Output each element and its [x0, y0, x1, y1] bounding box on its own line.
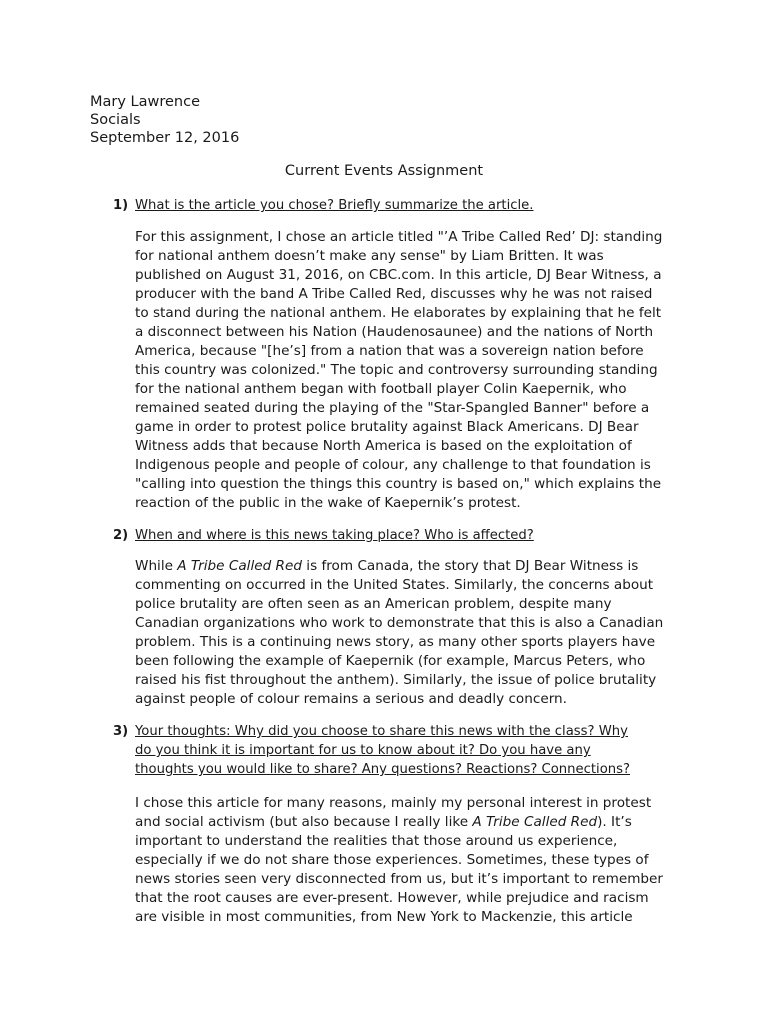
question-text: What is the article you chose? Briefly summarize the article. [135, 198, 534, 213]
answer-1 [135, 228, 662, 513]
answer-line: especially if we do not share those experiences. Sometimes, these types of [135, 852, 649, 868]
question-text: When and where is this news taking place? Who is affected? [135, 528, 534, 543]
question-2 [113, 526, 534, 545]
course-name: Socials [90, 112, 141, 128]
question-number: 1) [113, 198, 129, 213]
question-text: do you think it is important for us to know about it? Do you have any [135, 743, 591, 758]
answer-line: While A Tribe Called Red is from Canada, the story that DJ Bear Witness is [135, 558, 639, 574]
answer-line: against people of colour remains a serious and deadly concern. [135, 691, 567, 707]
document-header [90, 93, 239, 147]
answer-line: Indigenous people and people of colour, any challenge to that foundation is [135, 457, 651, 473]
question-number: 3) [113, 724, 129, 739]
answer-line: to stand during the national anthem. He elaborates by explaining that he felt [135, 305, 662, 321]
answer-line: I chose this article for many reasons, mainly my personal interest in protest [135, 795, 652, 811]
answer-line: problem. This is a continuing news story, as many other sports players have [135, 634, 656, 650]
question-1 [113, 196, 534, 215]
answer-line: that the root causes are ever-present. However, while prejudice and racism [135, 890, 649, 906]
answer-2 [135, 557, 663, 709]
answer-line: reaction of the public in the wake of Kaepernik’s protest. [135, 495, 521, 511]
question-number: 2) [113, 528, 129, 543]
answer-line: for the national anthem began with football player Colin Kaepernik, who [135, 381, 627, 397]
answer-line: remained seated during the playing of the "Star-Spangled Banner" before a [135, 400, 650, 416]
answer-line: raised his fist throughout the anthem). Similarly, the issue of police brutality [135, 672, 657, 688]
answer-line: news stories seen very disconnected from us, but it’s important to remember [135, 871, 664, 887]
answer-line: Witness adds that because North America is based on the exploitation of [135, 438, 632, 454]
answer-line: "calling into question the things this country is based on," which explains the [135, 476, 662, 492]
answer-line: commenting on occurred in the United States. Similarly, the concerns about [135, 577, 654, 593]
answer-line: and social activism (but also because I really like A Tribe Called Red). It’s [135, 814, 632, 830]
answer-line: Canadian organizations who work to demonstrate that this is also a Canadian [135, 615, 664, 631]
answer-line: are visible in most communities, from New York to Mackenzie, this article [135, 909, 633, 925]
question-3 [113, 722, 630, 779]
answer-line: been following the example of Kaepernik (for example, Marcus Peters, who [135, 653, 646, 669]
answer-line: police brutality are often seen as an American problem, despite many [135, 596, 612, 612]
answer-line: game in order to protest police brutality against Black Americans. DJ Bear [135, 419, 639, 435]
answer-line: important to understand the realities that those around us experience, [135, 833, 618, 849]
answer-3 [135, 794, 663, 927]
answer-line: America, because "[he’s] from a nation that was a sovereign nation before [135, 343, 644, 359]
answer-line: for national anthem doesn’t make any sense" by Liam Britten. It was [135, 248, 604, 264]
document-date: September 12, 2016 [90, 130, 240, 146]
answer-line: a disconnect between his Nation (Haudenosaunee) and the nations of North [135, 324, 654, 340]
band-name-italic: A Tribe Called Red [472, 814, 598, 830]
answer-line: producer with the band A Tribe Called Red, discusses why he was not raised [135, 286, 653, 302]
answer-line: this country was colonized." The topic and controversy surrounding standing [135, 362, 658, 378]
answer-line: published on August 31, 2016, on CBC.com. In this article, DJ Bear Witness, a [135, 267, 662, 283]
question-text: thoughts you would like to share? Any questions? Reactions? Connections? [135, 762, 630, 777]
question-text: Your thoughts: Why did you choose to share this news with the class? Why [135, 724, 628, 739]
band-name-italic: A Tribe Called Red [177, 558, 302, 574]
author-name: Mary Lawrence [90, 94, 201, 110]
answer-line: For this assignment, I chose an article titled "’A Tribe Called Red’ DJ: standing [135, 229, 663, 245]
document-title: Current Events Assignment [284, 163, 484, 179]
